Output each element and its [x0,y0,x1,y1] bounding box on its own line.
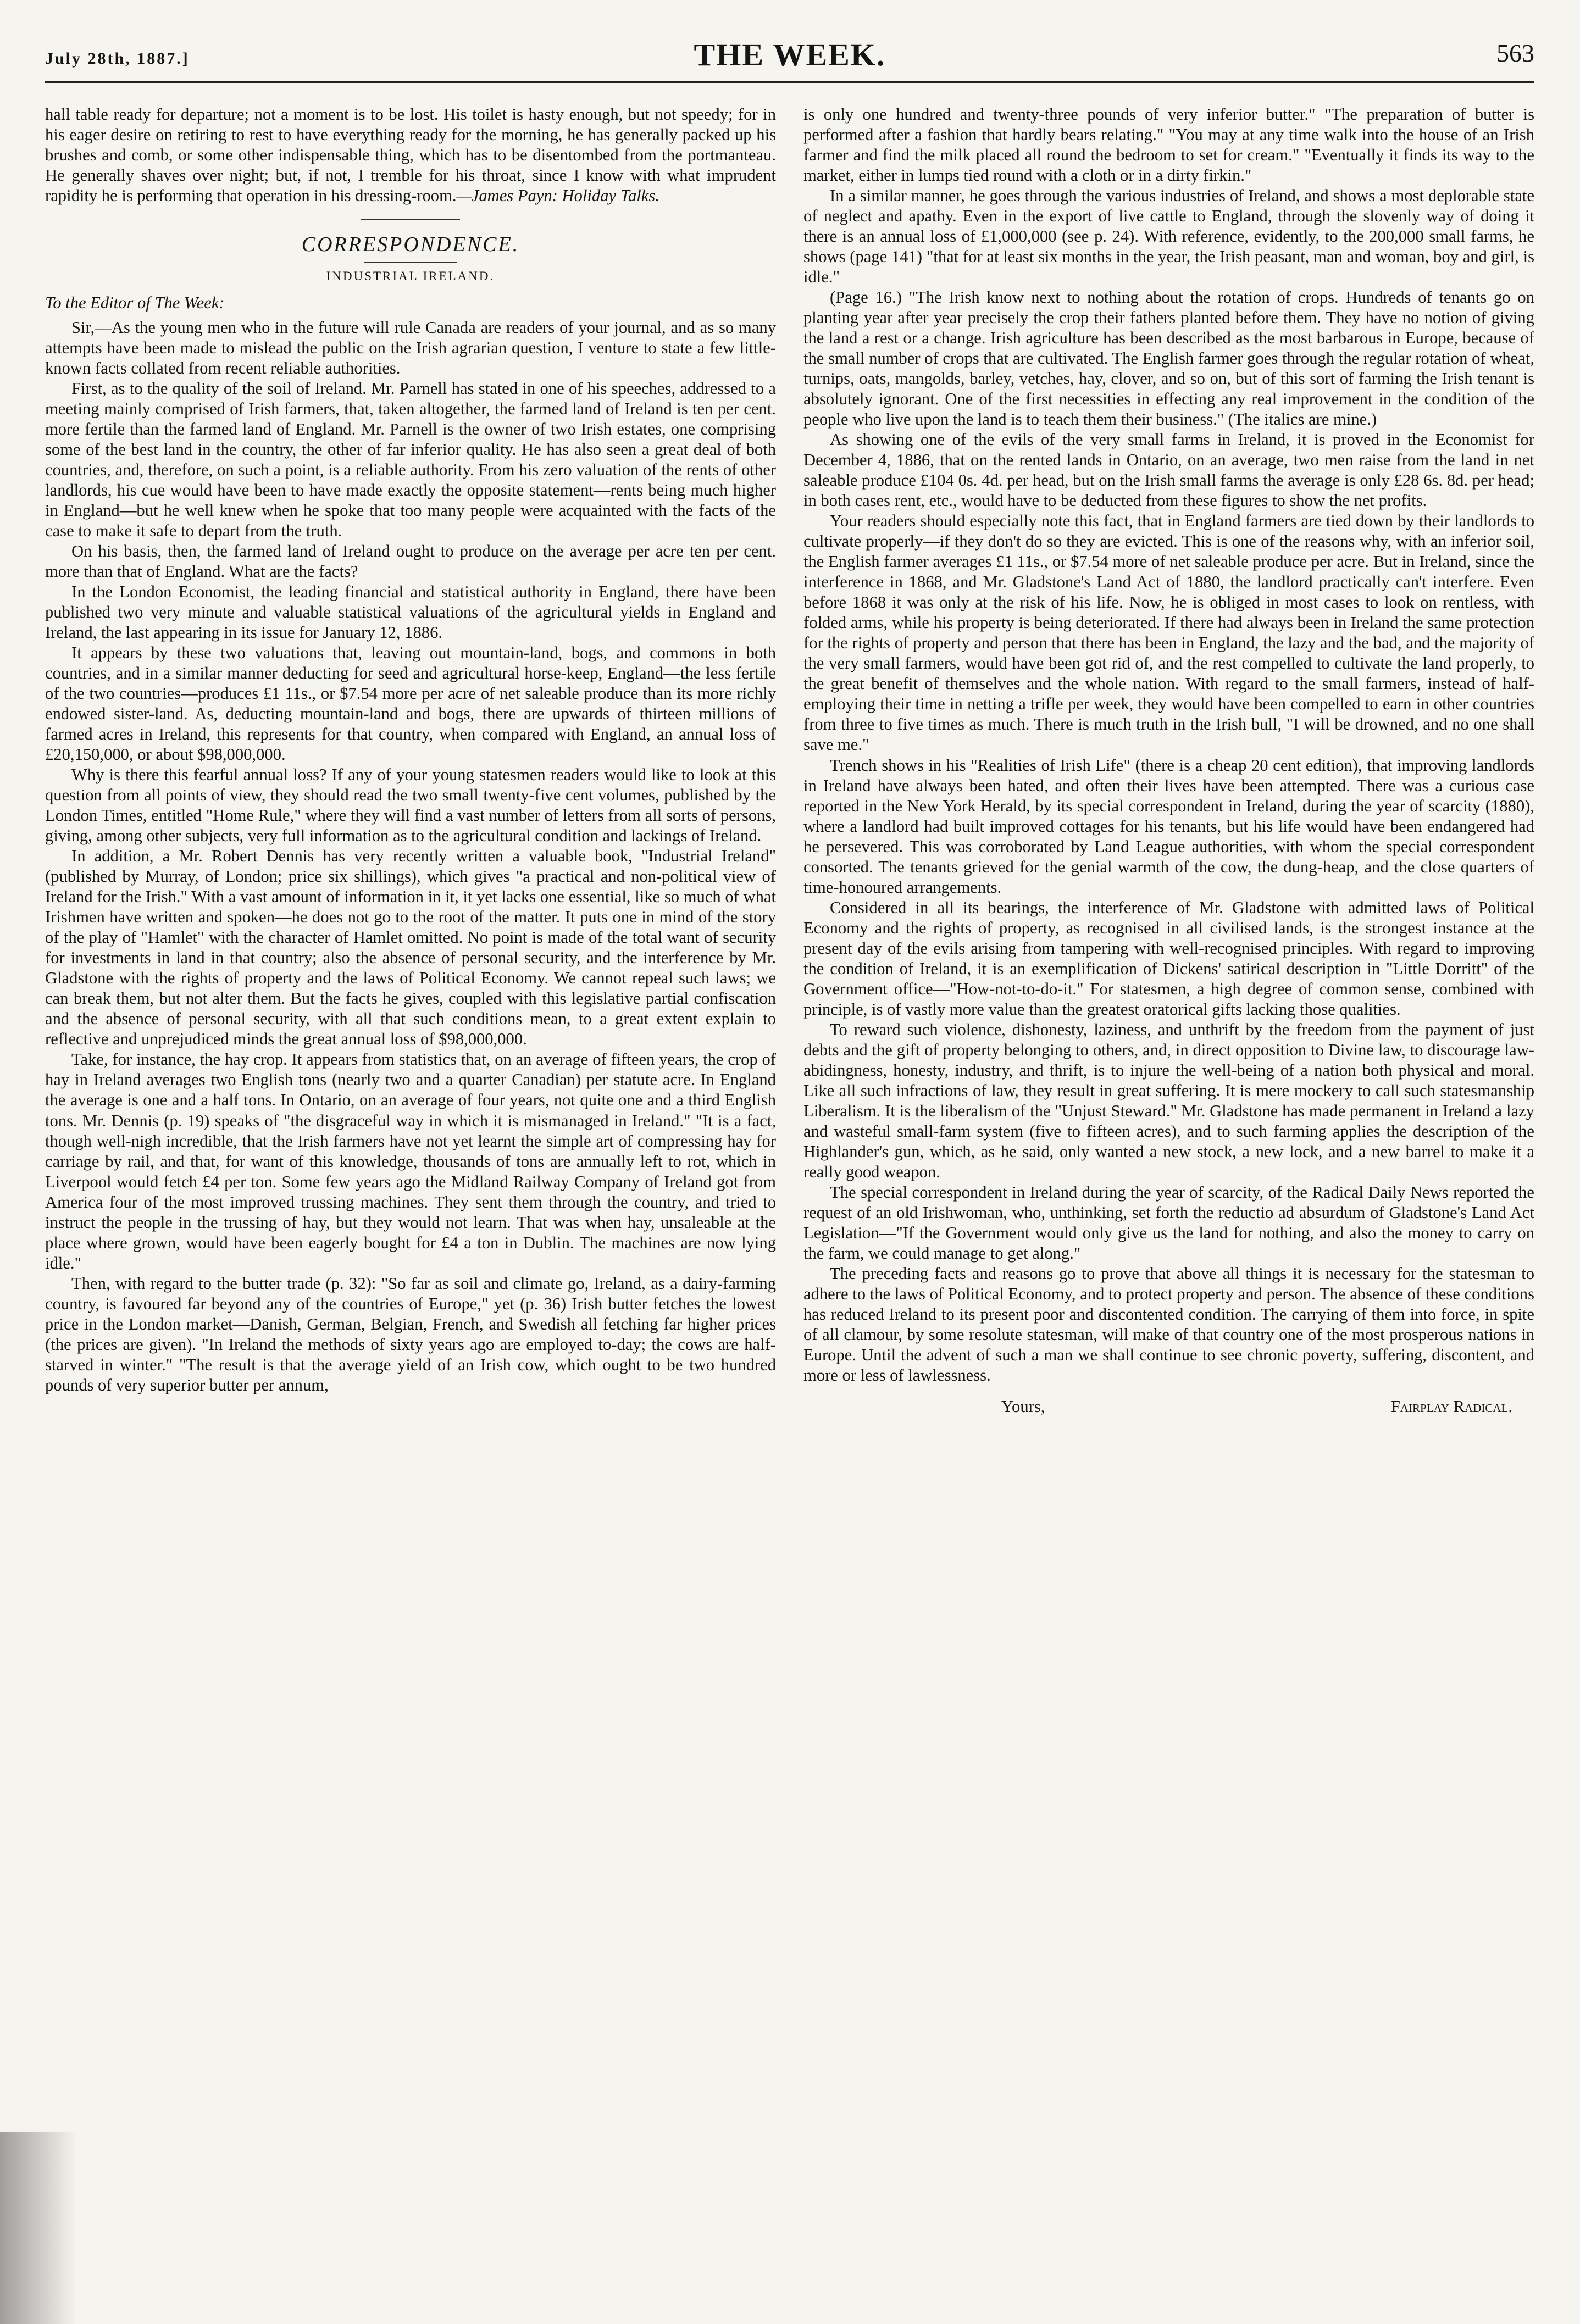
excerpt-text: hall table ready for departure; not a moment is to be lost. His toilet is hasty enough, but not speedy; for in his eager desire on retiring to rest to have everything ready for the morning, he has generally packed up his brushes and comb, or some other indispensable thing, which has to be disentombed from the portmanteau. He generally shaves over night; but, if not, I tremble for his throat, since I know with what imprudent rapidity he is performing that operation in his dressing-room. [45,105,776,205]
body-paragraph: To reward such violence, dishonesty, laziness, and unthrift by the freedom from the payment of just debts and the gift of property belonging to others, and, in direct opposition to Divine law, to discourage law-abidingness, honesty, industry, and thrift, is to injure the well-being of a nation both physical and moral. Like all such infractions of law, they result in great suffering. It is mere mockery to call such statesmanship Liberalism. It is the liberalism of the "Unjust Steward." Mr. Gladstone has made permanent in Ireland a lazy and wasteful small-farm system (five to fifteen acres), and to such farming applies the description of the Highlander's gun, which, as he said, only wanted a new stock, a new lock, and a new barrel to make it a really good weapon. [803,1020,1534,1181]
left-paragraphs [45,318,776,1395]
header-rule [45,81,1534,83]
publication-title: THE WEEK. [694,37,886,73]
section-title: CORRESPONDENCE. [301,233,520,257]
body-paragraph: Then, with regard to the butter trade (p. 32): "So far as soil and climate go, Ireland, as a dairy-farming country, is favoured far beyond any of the countries of Europe," yet (p. 36) Irish butter fetches the lowest price in the London market—Danish, German, Belgian, French, and Swedish all fetching far higher prices (the prices are given). "In Ireland the methods of sixty years ago are employed to-day; the cows are half-starved in winter." "The result is that the average yield of an Irish cow, which ought to be two hundred pounds of very superior butter per annum, [45,1274,776,1394]
body-paragraph: On his basis, then, the farmed land of Ireland ought to produce on the average per acre ten per cent. more than that of England. What are the facts? [45,542,776,581]
right-column [803,104,1534,1417]
body-paragraph: It appears by these two valuations that, leaving out mountain-land, bogs, and commons in both countries, and in a similar manner deducting for seed and agricultural horse-keep, England—the less fertile of the two countries—produces £1 11s., or $7.54 more per acre of net saleable produce than its more richly endowed sister-land. As, deducting mountain-land and bogs, there are upwards of thirteen millions of farmed acres in Ireland, this represents for that country, when compared with England, an annual loss of £20,150,000, or about $98,000,000. [45,643,776,764]
previous-article-excerpt [45,104,776,206]
page-edge-shadow [0,2132,77,2324]
page-header [45,33,1534,82]
body-paragraph: Trench shows in his "Realities of Irish Life" (there is a cheap 20 cent edition), that improving landlords in Ireland have always been hated, and often their lives have been attempted. There was a curious case reported in the New York Herald, by its special correspondent in Ireland, during the year of scarcity (1880), where a landlord had built improved cottages for his tenants, but his life would have been endangered had he persevered. This was corroborated by Land League authorities, with whom the special correspondent consorted. The tenants grieved for the genial warmth of the cow, the dung-heap, and the close quarters of time-honoured arrangements. [803,755,1534,897]
body-paragraph: Take, for instance, the hay crop. It appears from statistics that, on an average of fifteen years, the crop of hay in Ireland averages two English tons (nearly two and a quarter Canadian) per statute acre. In England the average is one and a half tons. In Ontario, on an average of four years, not quite one and a third English tons. Mr. Dennis (p. 19) speaks of "the disgraceful way in which it is mismanaged in Ireland." "It is a fact, though well-nigh incredible, that the Irish farmers have not yet learnt the simple art of compressing hay for carriage by rail, and that, for want of this knowledge, thousands of tons are annually left to rot, which in Liverpool would fetch £4 per ton. Some few years ago the Midland Railway Company of Ireland got from America four of the most improved trussing machines. They sent them through the country, and tried to instruct the people in the trussing of hay, but they would not learn. That was when hay, unsaleable at the place where grown, would have been eagerly bought for £4 a ton in Dublin. The machines are now lying idle." [45,1050,776,1272]
body-paragraph: First, as to the quality of the soil of Ireland. Mr. Parnell has stated in one of his speeches, addressed to a meeting mainly comprised of Irish farmers, that, taken altogether, the farmed land of Ireland is ten per cent. more fertile than the farmed land of England. Mr. Parnell is the owner of two Irish estates, one comprising some of the best land in the country, the other of far inferior quality. He has also seen a great deal of both countries, and, therefore, on such a point, is a reliable authority. From his zero valuation of the rents of other landlords, his cue would have been to have made exactly the opposite statement—rents being much higher in England—but he well knew when he spoke that too many people were acquainted with the facts of the case to make it safe to depart from the truth. [45,379,776,541]
right-paragraphs [803,104,1534,1386]
body-paragraph: In addition, a Mr. Robert Dennis has very recently written a valuable book, "Industrial Ireland" (published by Murray, of London; price six shillings), which gives "a practical and non-political view of Ireland for the Irish." With a vast amount of information in it, it yet lacks one essential, like so much of what Irishmen have written and spoken—he does not go to the root of the matter. It puts one in mind of the story of the play of "Hamlet" with the character of Hamlet omitted. No point is made of the total want of security for investments in land in that country; also the absence of personal security, and the interference by Mr. Gladstone with the rights of property and the laws of Political Economy. We cannot repeal such laws; we can break them, but not alter them. But the facts he gives, coupled with this legislative partial confiscation and the absence of personal security, with all that such conditions mean, to a great extent explain to reflective and unprejudiced minds the great annual loss of $98,000,000. [45,847,776,1049]
signature: Fairplay Radical. [1390,1397,1512,1416]
body-paragraph: The preceding facts and reasons go to prove that above all things it is necessary for the statesman to adhere to the laws of Political Economy, and to protect property and person. The absence of these conditions has reduced Ireland to its present poor and discontented condition. The carrying of them into force, in spite of all clamour, by some resolute statesman, will make of that country one of the most prosperous nations in Europe. Until the advent of such a man we shall continue to see chronic poverty, suffering, discontent, and more or less of lawlessness. [803,1264,1534,1385]
closing: Yours, [1001,1397,1045,1416]
body-paragraph: The special correspondent in Ireland during the year of scarcity, of the Radical Daily News reported the request of an old Irishwoman, who, unthinking, set forth the reductio ad absurdum of Gladstone's Land Act Legislation—"If the Government would only give us the land for nothing, and also the money to carry on the farm, we could manage to get along." [803,1182,1534,1263]
body-paragraph: Why is there this fearful annual loss? If any of your young statesmen readers would like to look at this question from all points of view, they should read the two small twenty-five cent volumes, published by the London Times, entitled "Home Rule," where they will find a vast number of letters from all sorts of persons, giving, among other subjects, very full information as to the agricultural condition and lackings of Ireland. [45,765,776,846]
salutation: To the Editor of The Week: [45,293,225,312]
article-separator [361,219,460,220]
body-paragraph: In a similar manner, he goes through the various industries of Ireland, and shows a most deplorable state of neglect and apathy. Even in the export of live cattle to England, through the slovenly way of doing it there is an annual loss of £1,000,000 (see p. 24). With reference, evidently, to the 200,000 small farms, he shows (page 141) "that for at least six months in the year, the Irish peasant, man and woman, boy and girl, is idle." [803,186,1534,287]
left-column [45,104,776,1395]
body-paragraph: (Page 16.) "The Irish know next to nothing about the rotation of crops. Hundreds of tenants go on planting year after year precisely the crop their fathers planted before them. They have no notion of giving the land a rest or a change. Irish agriculture has been described as the most barbarous in Europe, because of the small number of crops that are cultivated. The English farmer goes through the regular rotation of wheat, turnips, oats, mangolds, barley, vetches, hay, clover, and so on, but of this sort of farming the Irish tenant is absolutely ignorant. One of the first necessities in effecting any real improvement in the condition of the people who live upon the land is to teach them their business." (The italics are mine.) [803,288,1534,429]
body-paragraph: is only one hundred and twenty-three pounds of very inferior butter." "The preparation of butter is performed after a fashion that hardly bears relating." "You may at any time walk into the house of an Irish farmer and find the milk placed all round the bedroom to set for cream." "Eventually it finds its way to the market, either in lumps tied round with a cloth or in a dirty firkin." [803,105,1534,185]
body-paragraph: Considered in all its bearings, the interference of Mr. Gladstone with admitted laws of Political Economy and the rights of property, as recognised in all civilised lands, is the strongest instance at the present day of the evils arising from tampering with well-recognised principles. With regard to improving the condition of Ireland, it is an exemplification of Dickens' satirical description in "Little Dorritt" of the Government office—"How-not-to-do-it." For statesmen, a high degree of common sense, combined with principle, is of vastly more value than the greatest oratorical gifts lacking those qualities. [803,898,1534,1019]
section-separator [364,262,457,263]
body-paragraph: As showing one of the evils of the very small farms in Ireland, it is proved in the Economist for December 4, 1886, that on the rented lands in Ontario, on an average, two men raise from the land in net saleable produce £104 0s. 4d. per head, but on the Irish small farms the average is only £28 6s. 8d. per head; in both cases rent, etc., would have to be deducted from these figures to show the net profits. [803,430,1534,510]
signoff [803,1397,1534,1417]
article-title: INDUSTRIAL IRELAND. [326,269,495,283]
body-paragraph: In the London Economist, the leading financial and statistical authority in England, there have been published two very minute and valuable statistical valuations of the agricultural yields in England and Ireland, the last appearing in its issue for January 12, 1886. [45,582,776,642]
excerpt-attribution: —James Payn: Holiday Talks. [456,186,659,205]
issue-date: July 28th, 1887.] [45,49,190,68]
page-number: 563 [1496,39,1534,67]
body-paragraph: Your readers should especially note this fact, that in England farmers are tied down by their landlords to cultivate properly—if they don't do so they are evicted. This is one of the reasons why, with an inferior soil, the English farmer averages £1 11s., or $7.54 more of net saleable produce per acre. But in Ireland, since the interference in 1868, and Mr. Gladstone's Land Act of 1880, the landlord practically can't interfere. Even before 1868 it was only at the risk of his life. Now, he is obliged in most cases to look on rentless, with folded arms, while his property is being deteriorated. If there had always been in Ireland the same protection for the rights of property and person that there has been in England, the lazy and the bad, and the majority of the very small farmers, would have been got rid of, and the rest compelled to cultivate the land properly, to the great benefit of themselves and the whole nation. With regard to the small farmers, instead of half-employing their time in netting a trifle per week, they would have been compelled to earn in other countries from three to five times as much. There is much truth in the Irish bull, "I will be drowned, and no one shall save me." [803,511,1534,754]
body-paragraph: Sir,—As the young men who in the future will rule Canada are readers of your journal, and as so many attempts have been made to mislead the public on the Irish agrarian question, I venture to state a few little-known facts collated from recent reliable authorities. [45,318,776,377]
